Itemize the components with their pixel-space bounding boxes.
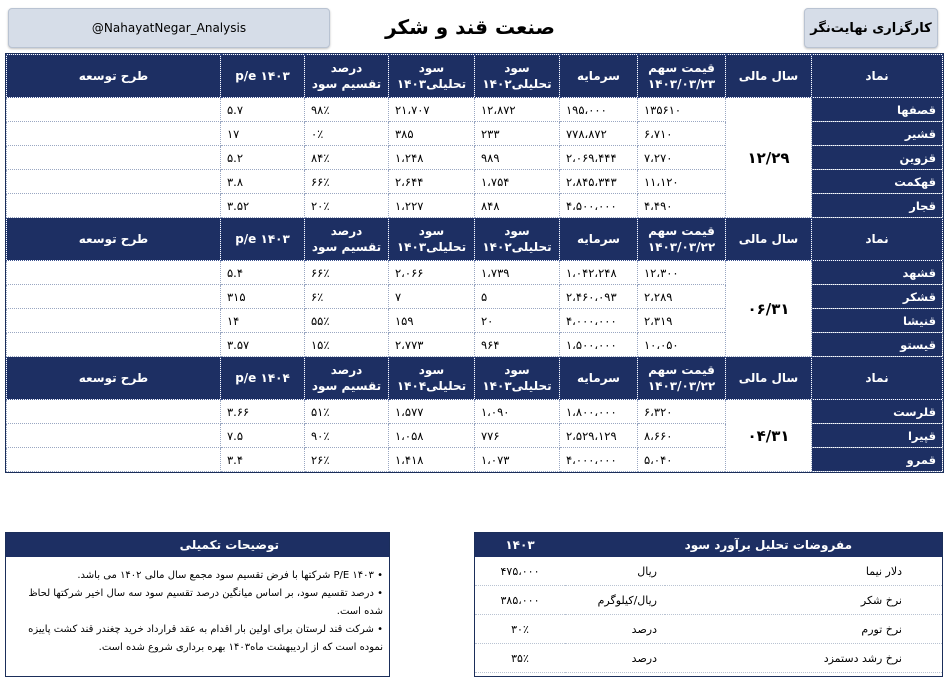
cell-pe: ۱۷ xyxy=(221,122,305,146)
column-header: سرمایه xyxy=(560,357,638,400)
assumption-value: ۳۸۵،۰۰۰ xyxy=(475,586,565,615)
column-header: طرح توسعه xyxy=(7,357,221,400)
column-header: قیمت سهم ۱۴۰۳/۰۳/۲۲ xyxy=(638,357,726,400)
cell-eps_next: ۲۱،۷۰۷ xyxy=(389,98,475,122)
stock-symbol: قجار xyxy=(812,194,943,218)
assumption-value: ۴۷۵،۰۰۰ xyxy=(475,557,565,586)
cell-plan xyxy=(7,98,221,122)
cell-price: ۱۱،۱۲۰ xyxy=(638,170,726,194)
cell-plan xyxy=(7,170,221,194)
cell-eps_prev: ۱،۷۳۹ xyxy=(475,261,560,285)
column-header: سود تحلیلی۱۴۰۴ xyxy=(389,357,475,400)
column-header: نماد xyxy=(812,218,943,261)
notes-list xyxy=(6,557,389,657)
cell-pe: ۷.۵ xyxy=(221,424,305,448)
cell-pe: ۳.۸ xyxy=(221,170,305,194)
assumption-unit: ریال xyxy=(565,557,665,586)
cell-eps_next: ۱،۲۲۷ xyxy=(389,194,475,218)
column-header: سرمایه xyxy=(560,55,638,98)
cell-pe: ۳۱۵ xyxy=(221,285,305,309)
column-header: درصد تقسیم سود xyxy=(305,357,389,400)
cell-price: ۷،۲۷۰ xyxy=(638,146,726,170)
cell-eps_prev: ۹۸۹ xyxy=(475,146,560,170)
assumption-unit: درصد xyxy=(565,615,665,644)
assumption-row xyxy=(475,615,942,644)
group-header-row xyxy=(7,357,943,400)
column-header: سرمایه xyxy=(560,218,638,261)
broker-name: کارگزاری نهایت‌نگر xyxy=(810,20,932,36)
cell-payout: ۰٪ xyxy=(305,122,389,146)
cell-plan xyxy=(7,448,221,472)
cell-pe: ۳.۵۲ xyxy=(221,194,305,218)
cell-capital: ۴،۵۰۰،۰۰۰ xyxy=(560,194,638,218)
column-header: قیمت سهم ۱۴۰۳/۰۳/۲۲ xyxy=(638,218,726,261)
assumption-label: دلار نیما xyxy=(665,557,942,586)
cell-payout: ۶۶٪ xyxy=(305,261,389,285)
fiscal-year-end: ۰۴/۳۱ xyxy=(726,400,812,472)
stock-symbol: قپیرا xyxy=(812,424,943,448)
assumptions-header xyxy=(475,533,942,557)
column-header: سال مالی xyxy=(726,357,812,400)
cell-pe: ۵.۲ xyxy=(221,146,305,170)
cell-eps_prev: ۱،۷۵۴ xyxy=(475,170,560,194)
cell-capital: ۴،۰۰۰،۰۰۰ xyxy=(560,448,638,472)
column-header: p/e ۱۴۰۳ xyxy=(221,218,305,261)
cell-price: ۵،۰۴۰ xyxy=(638,448,726,472)
cell-capital: ۱،۸۰۰،۰۰۰ xyxy=(560,400,638,424)
cell-payout: ۶٪ xyxy=(305,285,389,309)
stock-symbol: قنیشا xyxy=(812,309,943,333)
cell-price: ۲،۲۸۹ xyxy=(638,285,726,309)
column-header: نماد xyxy=(812,55,943,98)
assumption-row xyxy=(475,557,942,586)
assumption-unit: ریال/کیلوگرم xyxy=(565,586,665,615)
notes-panel xyxy=(5,532,390,677)
cell-payout: ۵۱٪ xyxy=(305,400,389,424)
cell-capital: ۲،۸۴۵،۳۴۳ xyxy=(560,170,638,194)
cell-pe: ۳.۵۷ xyxy=(221,333,305,357)
cell-capital: ۴،۰۰۰،۰۰۰ xyxy=(560,309,638,333)
cell-eps_next: ۱،۰۵۸ xyxy=(389,424,475,448)
cell-payout: ۲۶٪ xyxy=(305,448,389,472)
cell-payout: ۸۴٪ xyxy=(305,146,389,170)
assumption-row xyxy=(475,586,942,615)
cell-eps_next: ۱،۵۷۷ xyxy=(389,400,475,424)
cell-price: ۴،۴۹۰ xyxy=(638,194,726,218)
cell-eps_next: ۲،۶۴۴ xyxy=(389,170,475,194)
cell-capital: ۲،۵۲۹،۱۲۹ xyxy=(560,424,638,448)
assumptions-title: مفروضات تحلیل برآورد سود xyxy=(684,538,852,552)
assumptions-year: ۱۴۰۳ xyxy=(505,538,535,552)
cell-eps_next: ۱،۴۱۸ xyxy=(389,448,475,472)
cell-price: ۱۳۵۶۱۰ xyxy=(638,98,726,122)
stock-symbol: قشیر xyxy=(812,122,943,146)
column-header: سود تحلیلی۱۴۰۲ xyxy=(475,55,560,98)
note-item: • P/E ۱۴۰۳ شرکتها با فرض تقسیم سود مجمع سال مالی ۱۴۰۲ می باشد. xyxy=(77,570,383,581)
cell-plan xyxy=(7,261,221,285)
cell-capital: ۱،۰۴۲،۲۴۸ xyxy=(560,261,638,285)
analyst-handle: @NahayatNegar_Analysis xyxy=(91,21,247,35)
cell-eps_next: ۱،۲۴۸ xyxy=(389,146,475,170)
stock-symbol: قشهد xyxy=(812,261,943,285)
notes-title: توضیحات تکمیلی xyxy=(6,533,389,557)
cell-eps_prev: ۵ xyxy=(475,285,560,309)
stock-symbol: قیستو xyxy=(812,333,943,357)
table-row xyxy=(7,261,943,285)
assumption-value: ۳۰٪ xyxy=(475,615,565,644)
cell-plan xyxy=(7,400,221,424)
assumption-row xyxy=(475,644,942,673)
fiscal-year-end: ۰۶/۳۱ xyxy=(726,261,812,357)
page-title: صنعت قند و شکر xyxy=(385,15,555,39)
column-header: نماد xyxy=(812,357,943,400)
cell-price: ۱۰،۰۵۰ xyxy=(638,333,726,357)
table-row xyxy=(7,98,943,122)
cell-pe: ۳.۴ xyxy=(221,448,305,472)
assumption-label: نرخ تورم xyxy=(665,615,942,644)
cell-capital: ۲،۴۶۰،۰۹۳ xyxy=(560,285,638,309)
cell-pe: ۳.۶۶ xyxy=(221,400,305,424)
cell-payout: ۹۸٪ xyxy=(305,98,389,122)
assumptions-table xyxy=(475,557,942,673)
column-header: طرح توسعه xyxy=(7,55,221,98)
cell-eps_prev: ۱،۰۹۰ xyxy=(475,400,560,424)
column-header: سود تحلیلی۱۴۰۲ xyxy=(475,218,560,261)
cell-price: ۶،۷۱۰ xyxy=(638,122,726,146)
stock-grid xyxy=(6,54,943,472)
column-header: سال مالی xyxy=(726,218,812,261)
cell-payout: ۱۵٪ xyxy=(305,333,389,357)
assumption-unit: درصد xyxy=(565,644,665,673)
column-header: سود تحلیلی۱۴۰۳ xyxy=(389,218,475,261)
assumption-label: نرخ شکر xyxy=(665,586,942,615)
cell-price: ۱۲،۳۰۰ xyxy=(638,261,726,285)
cell-payout: ۶۶٪ xyxy=(305,170,389,194)
cell-eps_next: ۷ xyxy=(389,285,475,309)
cell-capital: ۱۹۵،۰۰۰ xyxy=(560,98,638,122)
column-header: سود تحلیلی۱۴۰۳ xyxy=(475,357,560,400)
assumption-value: ۳۵٪ xyxy=(475,644,565,673)
title-bar xyxy=(0,0,947,52)
column-header: p/e ۱۴۰۴ xyxy=(221,357,305,400)
cell-price: ۸،۶۶۰ xyxy=(638,424,726,448)
stock-symbol: قلرست xyxy=(812,400,943,424)
cell-capital: ۷۷۸،۸۷۲ xyxy=(560,122,638,146)
cell-capital: ۲،۰۶۹،۴۴۴ xyxy=(560,146,638,170)
cell-plan xyxy=(7,122,221,146)
column-header: درصد تقسیم سود xyxy=(305,218,389,261)
stock-symbol: قهکمت xyxy=(812,170,943,194)
cell-plan xyxy=(7,309,221,333)
cell-price: ۶،۳۲۰ xyxy=(638,400,726,424)
column-header: طرح توسعه xyxy=(7,218,221,261)
cell-plan xyxy=(7,194,221,218)
cell-eps_prev: ۲۳۳ xyxy=(475,122,560,146)
cell-pe: ۵.۷ xyxy=(221,98,305,122)
cell-eps_prev: ۹۶۴ xyxy=(475,333,560,357)
stock-symbol: قزوین xyxy=(812,146,943,170)
cell-plan xyxy=(7,146,221,170)
assumption-label: نرخ رشد دستمزد xyxy=(665,644,942,673)
column-header: سود تحلیلی۱۴۰۳ xyxy=(389,55,475,98)
cell-plan xyxy=(7,424,221,448)
cell-eps_prev: ۸۴۸ xyxy=(475,194,560,218)
stock-symbol: قمرو xyxy=(812,448,943,472)
analyst-handle-box xyxy=(8,8,330,48)
broker-box xyxy=(804,8,938,48)
cell-eps_prev: ۷۷۶ xyxy=(475,424,560,448)
cell-payout: ۲۰٪ xyxy=(305,194,389,218)
group-header-row xyxy=(7,55,943,98)
column-header: قیمت سهم ۱۴۰۳/۰۳/۲۳ xyxy=(638,55,726,98)
cell-eps_prev: ۱،۰۷۳ xyxy=(475,448,560,472)
cell-pe: ۱۴ xyxy=(221,309,305,333)
cell-eps_next: ۱۵۹ xyxy=(389,309,475,333)
cell-eps_next: ۲،۷۷۳ xyxy=(389,333,475,357)
note-item: • شرکت قند لرستان برای اولین بار اقدام به عقد قرارداد خرید چغندر قند کشت پاییزه نموده است که از اردیبهشت ماه۱۴۰۳ بهره برداری شروع شده است. xyxy=(28,624,383,653)
cell-plan xyxy=(7,333,221,357)
note-item: • درصد تقسیم سود، بر اساس میانگین درصد تقسیم سود سه سال اخیر شرکتها لحاظ شده است. xyxy=(28,588,383,617)
industry-table xyxy=(5,53,944,473)
stock-symbol: قصفها xyxy=(812,98,943,122)
cell-capital: ۱،۵۰۰،۰۰۰ xyxy=(560,333,638,357)
cell-plan xyxy=(7,285,221,309)
cell-payout: ۵۵٪ xyxy=(305,309,389,333)
table-row xyxy=(7,400,943,424)
cell-eps_next: ۲،۰۶۶ xyxy=(389,261,475,285)
column-header: سال مالی xyxy=(726,55,812,98)
fiscal-year-end: ۱۲/۲۹ xyxy=(726,98,812,218)
assumptions-panel xyxy=(474,532,943,677)
column-header: درصد تقسیم سود xyxy=(305,55,389,98)
cell-eps_next: ۳۸۵ xyxy=(389,122,475,146)
cell-payout: ۹۰٪ xyxy=(305,424,389,448)
group-header-row xyxy=(7,218,943,261)
stock-symbol: قشکر xyxy=(812,285,943,309)
cell-eps_prev: ۲۰ xyxy=(475,309,560,333)
cell-pe: ۵.۴ xyxy=(221,261,305,285)
column-header: p/e ۱۴۰۳ xyxy=(221,55,305,98)
cell-eps_prev: ۱۲،۸۷۲ xyxy=(475,98,560,122)
cell-price: ۲،۳۱۹ xyxy=(638,309,726,333)
